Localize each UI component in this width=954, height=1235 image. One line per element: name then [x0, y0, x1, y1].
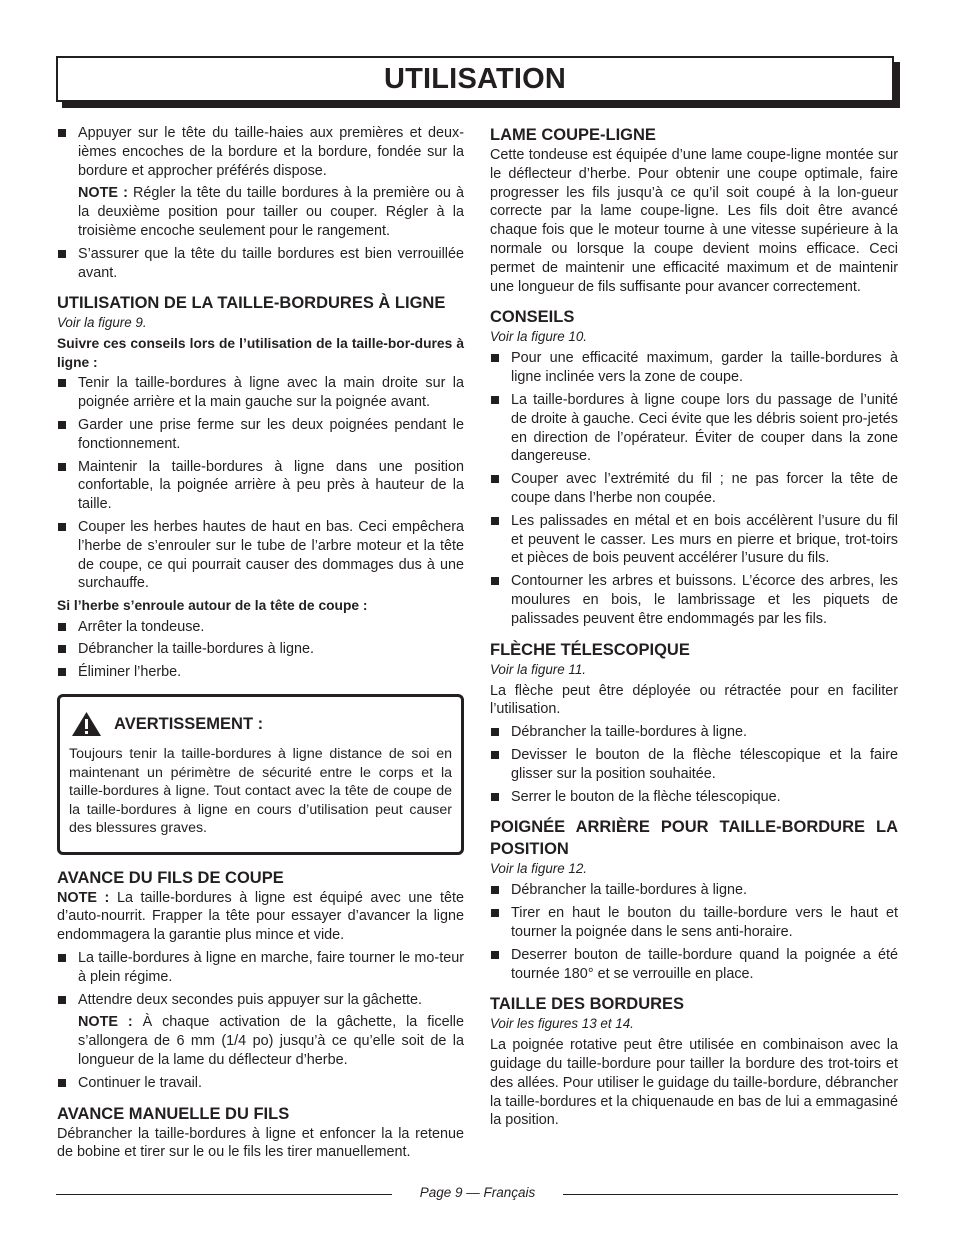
list-item: Débrancher la taille-bordures à ligne.: [490, 881, 898, 900]
list-item: Contourner les arbres et buissons. L’écorce des arbres, les moulures en bois, le lambrissage et les piquets de palissades peuvent être endommagés par les fils.: [490, 572, 898, 628]
figure-ref: Voir les figures 13 et 14.: [490, 1016, 634, 1032]
list-item: Couper les herbes hautes de haut en bas. Ceci empêchera l’herbe de s’enrouler sur le tube de l’arbre moteur et la tête de coupe, ce qui pourrait causer des dommages dus à une surchauffe.: [57, 518, 464, 593]
figure-ref: Voir la figure 10.: [490, 329, 588, 345]
note-text: À chaque activation de la gâchette, la ficelle s’allongera de 6 mm (1/4 po) jusqu’à ce qu’elle soit de la longueur de la lame du déflecteur d’herbe.: [78, 1014, 465, 1068]
list-item: Tenir la taille-bordures à ligne avec la main droite sur la poignée arrière et la main gauche sur la poignée avant.: [57, 374, 464, 412]
section-heading: FLÈCHE TÉLESCOPIQUE: [490, 640, 690, 659]
list-item: Arrêter la tondeuse.: [57, 618, 464, 637]
title-box: [56, 56, 894, 102]
note-label: NOTE :: [78, 185, 128, 202]
paragraph: Cette tondeuse est équipée d’une lame coupe-ligne montée sur le déflecteur d’herbe. Pour obtenir une coupe optimale, faire progresser les fils jusqu’à ce qu’il soit coupé à la lon-gueur correcte par la lame coupe-ligne. Les fils doit être avancé chaque fois que le moteur tourne à une vitesse supérieure à la normale ou lorsque la coupe devient moins efficace. Ceci permet de maintenir une efficacité maximum et de maintenir une longueur de fils suffisante pour avancer correctement.: [490, 147, 898, 295]
list-item: Continuer le travail.: [57, 1074, 464, 1093]
list-item: Garder une prise ferme sur les deux poignées pendant le fonctionnement.: [57, 416, 464, 454]
list-item: Éliminer l’herbe.: [57, 663, 464, 682]
note-label: NOTE :: [57, 889, 110, 906]
warning-box: [57, 694, 464, 855]
paragraph: La poignée rotative peut être utilisée en combinaison avec la guidage du taille-bordure pour tailler la bordure des trot-toirs et des allées. Pour utiliser le guidage du taille-bordure, débrancher la taille-bordures et la chiquenaude en bas de lui a emmagasiné la position.: [490, 1037, 898, 1129]
section-heading: LAME COUPE-LIGNE: [490, 126, 656, 144]
footer-rule: [56, 1194, 392, 1195]
note-text: Régler la tête du taille bordures à la première ou à la deuxième position pour tailler ou couper. Régler à la troisième encoche seulement pour le rangement.: [78, 185, 464, 239]
paragraph: Débrancher la taille-bordures à ligne et enfoncer la la retenue de bobine et tirer sur le ou le fils les tirer manuellement.: [57, 1125, 464, 1161]
figure-ref: Voir la figure 11.: [490, 661, 587, 677]
list-item: Appuyer sur le tête du taille-haies aux premières et deux-ièmes encoches de la bordure et la bordure, fondée sur la bordure et approcher préférés dispose.: [57, 124, 464, 180]
page-number: Page 9 — Français: [419, 1185, 536, 1200]
paragraph: La flèche peut être déployée ou rétractée pour en faciliter l’utilisation.: [490, 682, 898, 718]
list-item: La taille-bordures à ligne en marche, faire tourner le mo-teur à plein régime.: [57, 949, 464, 987]
footer-rule: [563, 1194, 898, 1195]
section-heading: TAILLE DES BORDURES: [490, 995, 685, 1014]
note-text: La taille-bordures à ligne est équipé avec une tête d’auto-nourrit. Frapper la tête pour essayer d’avancer la ligne endommagera la garantie plus mince et vide.: [57, 889, 465, 944]
figure-ref: Voir la figure 9.: [57, 315, 147, 331]
list-item: Attendre deux secondes puis appuyer sur la gâchette.: [57, 991, 464, 1010]
list-item: Deserrer bouton de taille-bordure quand la poignée a été tournée 180° et se verrouille en place.: [490, 946, 898, 984]
figure-ref: Voir la figure 12.: [490, 861, 588, 877]
warning-header: [69, 711, 452, 737]
list-item: Débrancher la taille-bordures à ligne.: [490, 723, 898, 742]
section-heading: UTILISATION DE LA TAILLE-BORDURES À LIGNE: [57, 294, 446, 313]
note: [57, 184, 464, 240]
left-column: [57, 124, 464, 1166]
note-label: NOTE :: [78, 1014, 133, 1031]
list-item: Pour une efficacité maximum, garder la taille-bordures à ligne inclinée vers la zone de coupe.: [490, 349, 898, 387]
subheading: Suivre ces conseils lors de l’utilisation de la taille-bor-dures à ligne :: [57, 336, 464, 370]
list-item: S’assurer que la tête du taille bordures est bien verrouillée avant.: [57, 245, 464, 283]
subheading: Si l’herbe s’enroule autour de la tête de coupe :: [57, 598, 368, 614]
section-heading: AVANCE DU FILS DE COUPE: [57, 868, 284, 887]
section-heading: POIGNÉE ARRIÈRE POUR TAILLE-BORDURE LA POSITION: [490, 818, 898, 859]
warning-title: AVERTISSEMENT :: [114, 714, 264, 733]
list-item: Les palissades en métal et en bois accélèrent l’usure du fil et peuvent le casser. Les murs en pierre et brique, trot-toirs et pièces de bois peuvent accélérer l’usure du fils.: [490, 512, 898, 568]
page-title: UTILISATION: [383, 62, 567, 95]
list-item: Couper avec l’extrémité du fil ; ne pas forcer la tête de coupe dans l’herbe non coupée.: [490, 470, 898, 508]
note: [57, 1013, 464, 1069]
warning-text: Toujours tenir la taille-bordures à ligne distance de soi en maintenant un périmètre de sécurité entre le corps et la taille-bordures à ligne. Tout contact avec la tête de coupe de la taille-bordures à ligne en cours d’utilisation peut causer des blessures graves.: [69, 746, 452, 837]
warning-triangle-icon: [71, 711, 102, 737]
list-item: Tirer en haut le bouton du taille-bordure vers le haut et tourner la poignée dans le sens anti-horaire.: [490, 904, 898, 942]
list-item: Serrer le bouton de la flèche télescopique.: [490, 788, 898, 807]
list-item: La taille-bordures à ligne coupe lors du passage de l’unité de droite à gauche. Ceci évite que les débris soient pro-jetés en direction de l’opérateur. Éviter de couper dans la zone dangereuse.: [490, 391, 898, 466]
section-heading: AVANCE MANUELLE DU FILS: [57, 1104, 290, 1123]
list-item: Devisser le bouton de la flèche télescopique et la faire glisser sur la position souhaitée.: [490, 746, 898, 784]
page-footer: [56, 1185, 898, 1205]
right-column: [490, 124, 898, 1134]
paragraph: [57, 889, 464, 945]
section-heading: CONSEILS: [490, 308, 575, 327]
list-item: Débrancher la taille-bordures à ligne.: [57, 640, 464, 659]
list-item: Maintenir la taille-bordures à ligne dans une position confortable, la poignée arrière à peu près à hauteur de la taille.: [57, 458, 464, 514]
